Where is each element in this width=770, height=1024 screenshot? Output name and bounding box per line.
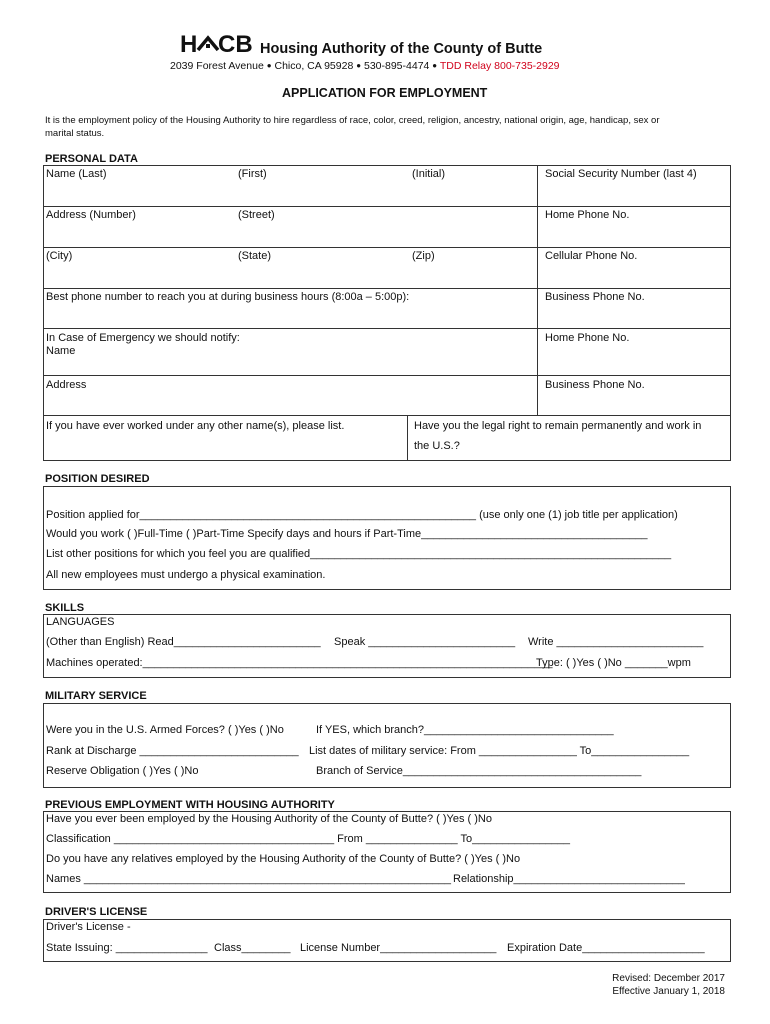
row-line [43,375,731,376]
work-type-options[interactable]: Would you work ( )Full-Time ( )Part-Time Specify days and hours if Part-Time_____________________________________ [46,528,648,540]
personal-data-title: PERSONAL DATA [45,153,138,165]
street-field[interactable]: (Street) [238,209,275,221]
bullet-icon: ● [266,61,272,70]
row-line [43,206,731,207]
other-names-field[interactable]: If you have ever worked under any other name(s), please list. [46,420,345,432]
city-field[interactable]: (City) [46,250,73,262]
drivers-license-box [43,919,731,962]
previous-employment-title: PREVIOUS EMPLOYMENT WITH HOUSING AUTHORITY [45,799,335,811]
bullet-icon: ● [356,61,362,70]
svg-text:H: H [180,31,198,56]
relatives-question[interactable]: Do you have any relatives employed by the Housing Authority of the County of Butte? ( )Yes ( )No [46,853,521,865]
reserve-obligation-question[interactable]: Reserve Obligation ( )Yes ( )No [46,765,199,777]
row-line [43,415,731,416]
home-phone-field[interactable]: Home Phone No. [545,209,630,221]
tdd-relay: TDD Relay 800-735-2929 [439,60,560,72]
branch-of-service-field[interactable]: Branch of Service_______________________________________ [316,765,642,777]
row-line [43,328,731,329]
best-phone-field[interactable]: Best phone number to reach you at during business hours (8:00a – 5:00p): [46,291,410,303]
expiration-date-field[interactable]: Expiration Date____________________ [507,942,705,954]
relationship-field[interactable]: Relationship____________________________ [453,873,685,885]
personal-divider [537,165,538,415]
drivers-license-title: DRIVER'S LICENSE [45,906,148,918]
emergency-name-field[interactable]: Name [46,345,76,357]
org-address: 2039 Forest Avenue [170,60,264,72]
org-name: Housing Authority of the County of Butte [260,41,543,57]
relative-names-field[interactable]: Names ____________________________________________________________ [46,873,451,885]
emergency-home-phone-field[interactable]: Home Phone No. [545,332,630,344]
position-applied-field[interactable]: Position applied for_______________________________________________________ (use only one (1) job title per application) [46,509,678,521]
write-language-field[interactable]: Write ________________________ [528,636,704,648]
license-class-field[interactable]: Class________ [214,942,291,954]
other-names-divider [407,415,408,461]
rank-discharge-field[interactable]: Rank at Discharge __________________________ [46,745,299,757]
zip-field[interactable]: (Zip) [412,250,435,262]
business-phone-field[interactable]: Business Phone No. [545,291,645,303]
bullet-icon: ● [432,61,438,70]
position-desired-title: POSITION DESIRED [45,473,150,485]
emergency-business-phone-field[interactable]: Business Phone No. [545,379,645,391]
effective-date: Effective January 1, 2018 [612,986,725,997]
other-positions-field[interactable]: List other positions for which you feel you are qualified___________________________________________________________ [46,548,672,560]
state-issuing-field[interactable]: State Issuing: _______________ [46,942,208,954]
type-wpm-field[interactable]: Type: ( )Yes ( )No _______wpm [536,657,691,669]
emergency-address-field[interactable]: Address [46,379,87,391]
hacb-logo [180,30,256,56]
org-contact-line [170,60,560,72]
name-initial-field[interactable]: (Initial) [412,168,446,180]
form-title: APPLICATION FOR EMPLOYMENT [282,86,488,100]
svg-text:CB: CB [218,31,253,56]
org-city: Chico, CA 95928 [274,60,354,72]
license-number-field[interactable]: License Number___________________ [300,942,497,954]
address-number-field[interactable]: Address (Number) [46,209,136,221]
legal-right-question-cont: the U.S.? [414,440,460,452]
military-service-title: MILITARY SERVICE [45,690,147,702]
military-dates-field[interactable]: List dates of military service: From ________________ To________________ [309,745,690,757]
ssn-field[interactable]: Social Security Number (last 4) [545,168,697,180]
skills-title: SKILLS [45,602,85,614]
classification-field[interactable]: Classification ____________________________________ From _______________ To________________ [46,833,570,845]
armed-forces-question[interactable]: Were you in the U.S. Armed Forces? ( )Yes ( )No [46,724,284,736]
read-language-field[interactable]: (Other than English) Read________________________ [46,636,321,648]
drivers-license-label: Driver's License - [46,921,131,933]
policy-line-2: marital status. [45,128,105,139]
state-field[interactable]: (State) [238,250,272,262]
name-first-field[interactable]: (First) [238,168,267,180]
row-line [43,288,731,289]
name-last-field[interactable]: Name (Last) [46,168,107,180]
cell-phone-field[interactable]: Cellular Phone No. [545,250,638,262]
emergency-label: In Case of Emergency we should notify: [46,332,240,344]
which-branch-field[interactable]: If YES, which branch?_______________________________ [316,724,614,736]
row-line [43,247,731,248]
previously-employed-question[interactable]: Have you ever been employed by the Housing Authority of the County of Butte? ( )Yes ( )No [46,813,492,825]
languages-label: LANGUAGES [46,616,115,628]
revised-date: Revised: December 2017 [612,973,725,984]
policy-line-1: It is the employment policy of the Housing Authority to hire regardless of race, color, creed, religion, ancestry, national origin, age, handicap, sex or [45,115,660,126]
speak-language-field[interactable]: Speak ________________________ [334,636,516,648]
physical-exam-note: All new employees must undergo a physical examination. [46,569,326,581]
machines-operated-field[interactable]: Machines operated:___________________________________________________________________ [46,657,553,669]
legal-right-question[interactable]: Have you the legal right to remain permanently and work in [414,420,702,432]
org-phone: 530-895-4474 [363,60,430,72]
